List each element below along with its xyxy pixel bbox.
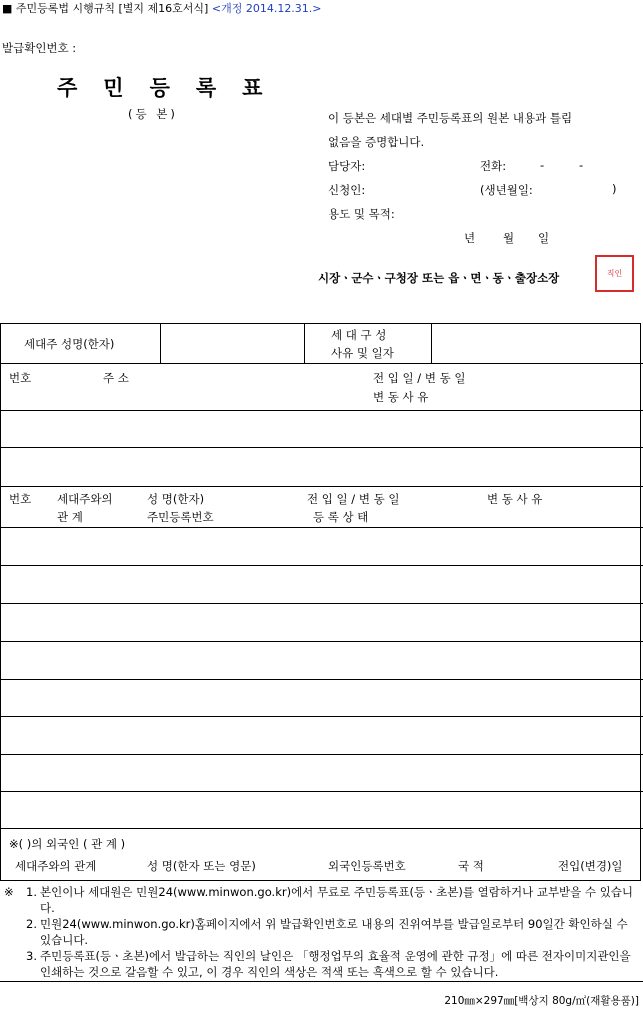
form-header: [2, 0, 322, 16]
note-number: 2.: [26, 917, 37, 931]
phone-separator: -: [579, 158, 584, 172]
divider: [0, 565, 643, 566]
applicant-label: 신청인:: [328, 183, 366, 197]
address-number-header: 번호: [9, 371, 32, 385]
foreigner-relationship-header: 세대주와의 관계: [15, 859, 97, 873]
divider: [431, 323, 432, 363]
divider: [0, 716, 643, 717]
household-composition-reason: 사유 및 일자: [331, 346, 394, 360]
divider: [0, 754, 643, 755]
member-name-header: 성 명(한자): [147, 492, 205, 506]
officer-label: 담당자:: [328, 159, 366, 173]
purpose-label: 용도 및 목적:: [328, 207, 395, 221]
notes-section: [4, 884, 640, 980]
note-item: [4, 916, 640, 948]
member-move-date-header: 전 입 일 / 변 동 일: [307, 492, 400, 506]
phone-separator: -: [540, 158, 545, 172]
divider: [0, 486, 643, 487]
certify-text-line1: 이 등본은 세대별 주민등록표의 원본 내용과 틀림: [328, 111, 573, 125]
issue-number-label: 발급확인번호 :: [2, 41, 77, 55]
divider: [0, 410, 643, 411]
resident-number-header: 주민등록번호: [147, 510, 214, 524]
foreigner-line: ※( )의 외국인 ( 관 계 ): [9, 837, 126, 851]
household-head-name-label: 세대주 성명(한자): [24, 337, 115, 351]
note-item: [4, 884, 640, 916]
registration-status-header: 등 록 상 태: [313, 510, 369, 524]
foreigner-name-header: 성 명(한자 또는 영문): [147, 859, 256, 873]
divider: [0, 641, 643, 642]
address-change-reason-header: 변 동 사 유: [373, 390, 429, 404]
note-text: 주민등록표(등ㆍ초본)에서 발급하는 직인의 날인은 「행정업무의 효율적 운영에 관한 규정」에 따른 전자이미지관인을 인쇄하는 것으로 갈음할 수 있고, 이 경우 직인의 색상은 적색 또는 흑색으로 할 수 있습니다.: [40, 949, 631, 979]
note-item: [4, 948, 640, 980]
foreigner-registration-header: 외국인등록번호: [328, 859, 406, 873]
certify-text-line2: 없음을 증명합니다.: [328, 135, 425, 149]
date-month-label: 월: [503, 231, 515, 245]
birth-date-close: ): [612, 182, 617, 196]
note-mark: ※: [4, 885, 14, 899]
note-number: 1.: [26, 885, 37, 899]
birth-date-label: (생년월일:: [480, 183, 533, 197]
paper-spec: 210㎜×297㎜[백상지 80g/㎡(재활용품)]: [444, 995, 639, 1007]
note-number: 3.: [26, 949, 37, 963]
foreigner-move-date-header: 전입(변경)일: [558, 859, 623, 873]
register-table: [0, 323, 641, 881]
address-header: 주 소: [103, 371, 129, 385]
law-reference: ■ 주민등록법 시행규칙 [별지 제16호서식]: [2, 2, 212, 15]
relationship-header: 세대주와의: [57, 492, 113, 506]
document-subtitle: (등 본): [128, 107, 178, 121]
household-composition-label: 세 대 구 성: [331, 328, 387, 342]
divider: [0, 791, 643, 792]
divider: [0, 603, 643, 604]
divider: [0, 527, 643, 528]
note-text: 본인이나 세대원은 민원24(www.minwon.go.kr)에서 무료로 주민등록표(등ㆍ초본)를 열람하거나 교부받을 수 있습니다.: [40, 885, 634, 915]
divider: [304, 323, 305, 363]
issuer-title: 시장ㆍ군수ㆍ구청장 또는 읍ㆍ면ㆍ동ㆍ출장소장: [318, 271, 560, 285]
address-move-date-header: 전 입 일 / 변 동 일: [373, 371, 466, 385]
divider: [160, 323, 161, 363]
seal-label: 직인: [606, 269, 623, 278]
relationship-header-2: 관 계: [57, 510, 83, 524]
date-year-label: 년: [464, 231, 476, 245]
amendment-date: <개정 2014.12.31.>: [211, 2, 322, 15]
date-day-label: 일: [538, 231, 550, 245]
divider: [0, 363, 643, 364]
official-seal: [595, 255, 634, 292]
foreigner-nationality-header: 국 적: [458, 859, 484, 873]
phone-label: 전화:: [480, 159, 507, 173]
document-title: 주민등록표: [57, 76, 289, 100]
member-number-header: 번호: [9, 492, 32, 506]
divider: [0, 679, 643, 680]
divider: [0, 447, 643, 448]
member-change-reason-header: 변 동 사 유: [487, 492, 543, 506]
note-text: 민원24(www.minwon.go.kr)홈페이지에서 위 발급확인번호로 내용의 진위여부를 발급일로부터 90일간 확인하실 수 있습니다.: [40, 917, 628, 947]
divider: [0, 828, 643, 829]
divider: [0, 981, 643, 982]
